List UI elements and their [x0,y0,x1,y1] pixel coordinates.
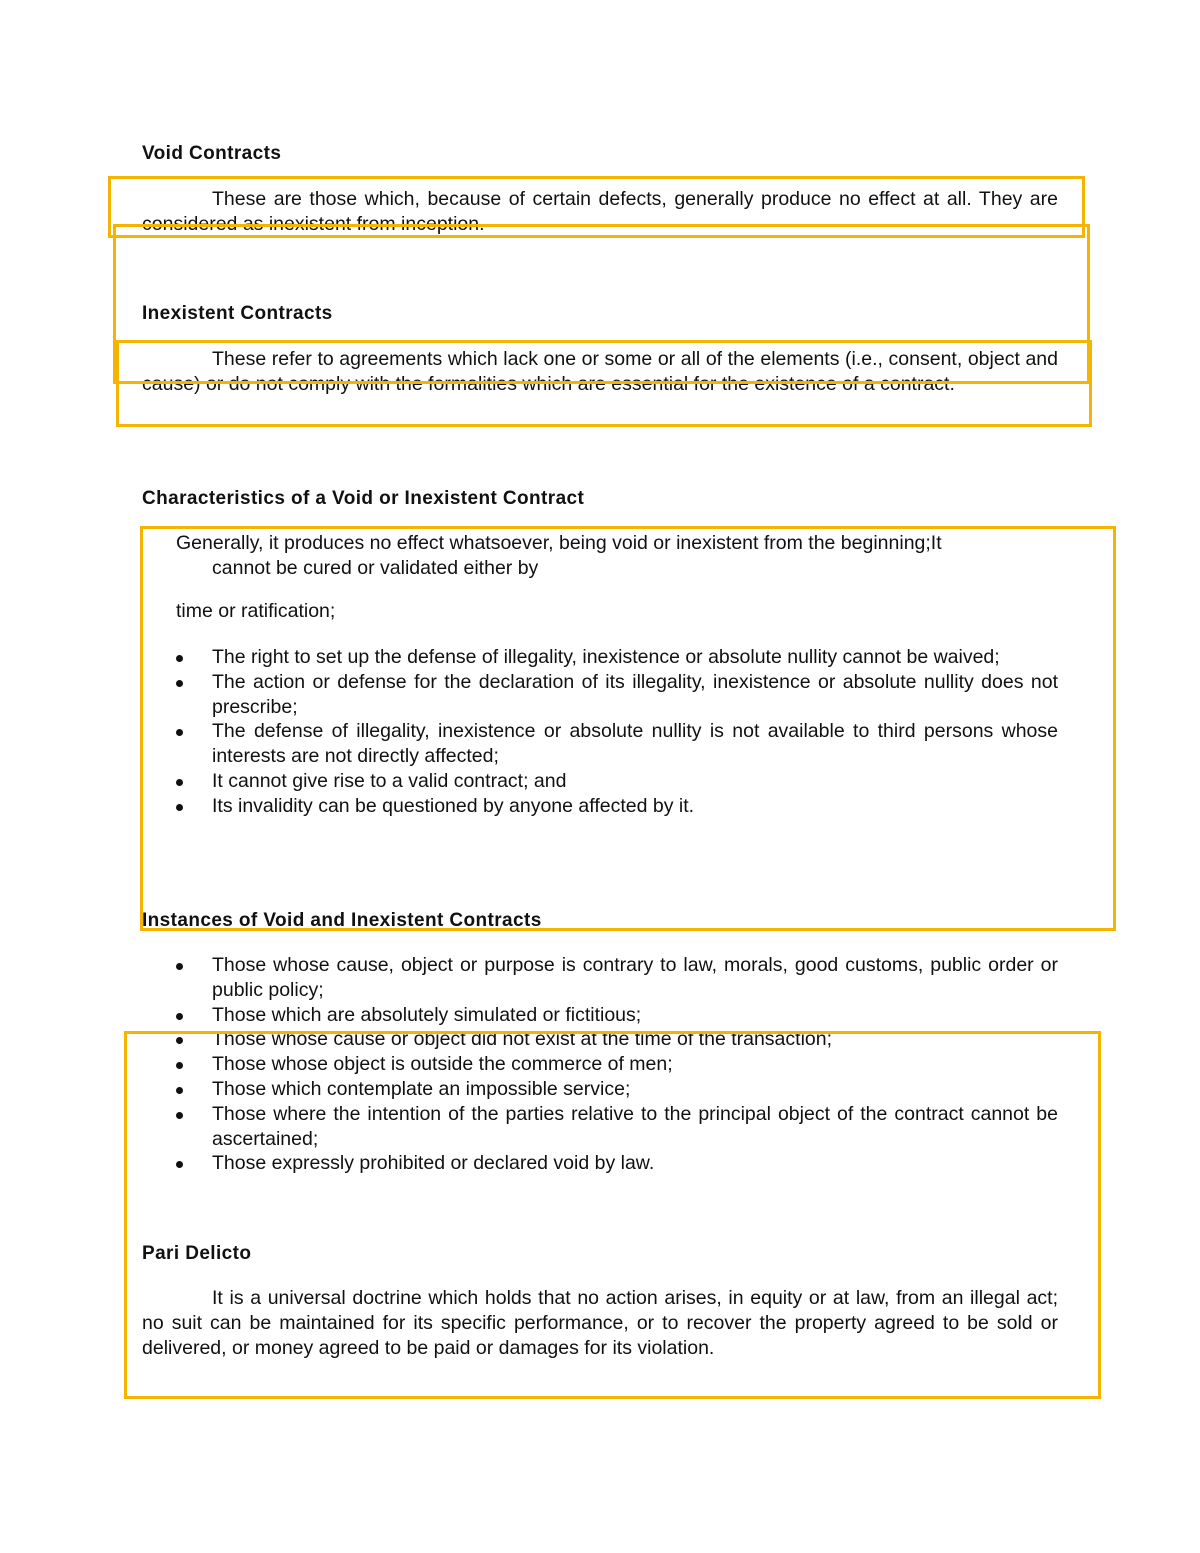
characteristics-list [142,645,1058,819]
list-item-text: Its invalidity can be questioned by anyone affected by it. [212,794,695,817]
bullet-icon [176,680,183,687]
bullet-icon [176,729,183,736]
list-item [142,670,1058,720]
instances-list [142,953,1058,1176]
characteristics-intro-line-1: Generally, it produces no effect whatsoever, being void or inexistent from the beginning;It [176,532,942,554]
heading-instances: Instances of Void and Inexistent Contracts [142,910,542,931]
list-item [142,719,1058,769]
bullet-icon [176,1087,183,1094]
list-item [142,794,1058,819]
list-item [142,953,1058,1003]
list-item-text: Those whose cause or object did not exist at the time of the transaction; [212,1028,833,1051]
bullet-icon [176,1013,183,1020]
list-item-text: It cannot give rise to a valid contract; and [212,769,567,792]
list-item [142,769,1058,794]
list-item-text: Those which are absolutely simulated or fictitious; [212,1003,642,1026]
list-item-text: Those whose cause, object or purpose is contrary to law, morals, good customs, public order or public policy; [212,954,1058,1001]
bullet-icon [176,1037,183,1044]
list-item [142,1102,1058,1152]
list-item-text: The defense of illegality, inexistence or absolute nullity is not available to third persons whose interests are not directly affected; [212,720,1058,768]
list-item [142,1027,1058,1052]
bullet-icon [176,655,183,662]
paragraph-pari-delicto: It is a universal doctrine which holds that no action arises, in equity or at law, from an illegal act; no suit can be maintained for its specific performance, or to recover the property agreed to be sold or delivered, or money agreed to be paid or damages for its violation. [142,1287,1058,1359]
heading-characteristics: Characteristics of a Void or Inexistent Contract [142,488,585,509]
bullet-icon [176,779,183,786]
bullet-icon [176,804,183,811]
list-item [142,1077,1058,1102]
list-item-text: Those where the intention of the parties relative to the principal object of the contract cannot be ascertained; [212,1102,1058,1150]
bullet-icon [176,1112,183,1119]
list-item-text: Those whose object is outside the commerce of men; [212,1053,673,1076]
characteristics-intro-line-2: cannot be cured or validated either by [212,557,539,579]
list-item [142,1003,1058,1028]
heading-void-contracts: Void Contracts [142,143,282,164]
list-item [142,1151,1058,1176]
heading-inexistent-contracts: Inexistent Contracts [142,303,333,324]
paragraph-void-contracts: These are those which, because of certain defects, generally produce no effect at all. They are considered as inexistent from inception. [142,188,1058,235]
list-item-text: The action or defense for the declaration of its illegality, inexistence or absolute nullity does not prescribe; [212,670,1058,718]
paragraph-inexistent-contracts: These refer to agreements which lack one or some or all of the elements (i.e., consent, object and cause) or do not comply with the formalities which are essential for the existence of a contract. [142,348,1058,395]
bullet-icon [176,1161,183,1168]
list-item [142,645,1058,670]
heading-pari-delicto: Pari Delicto [142,1243,252,1264]
list-item-text: Those which contemplate an impossible service; [212,1077,631,1100]
characteristics-intro-line-3: time or ratification; [176,600,336,622]
bullet-icon [176,1062,183,1069]
list-item-text: The right to set up the defense of illegality, inexistence or absolute nullity cannot be waived; [212,646,1000,668]
list-item [142,1052,1058,1077]
bullet-icon [176,963,183,970]
list-item-text: Those expressly prohibited or declared void by law. [212,1152,655,1175]
